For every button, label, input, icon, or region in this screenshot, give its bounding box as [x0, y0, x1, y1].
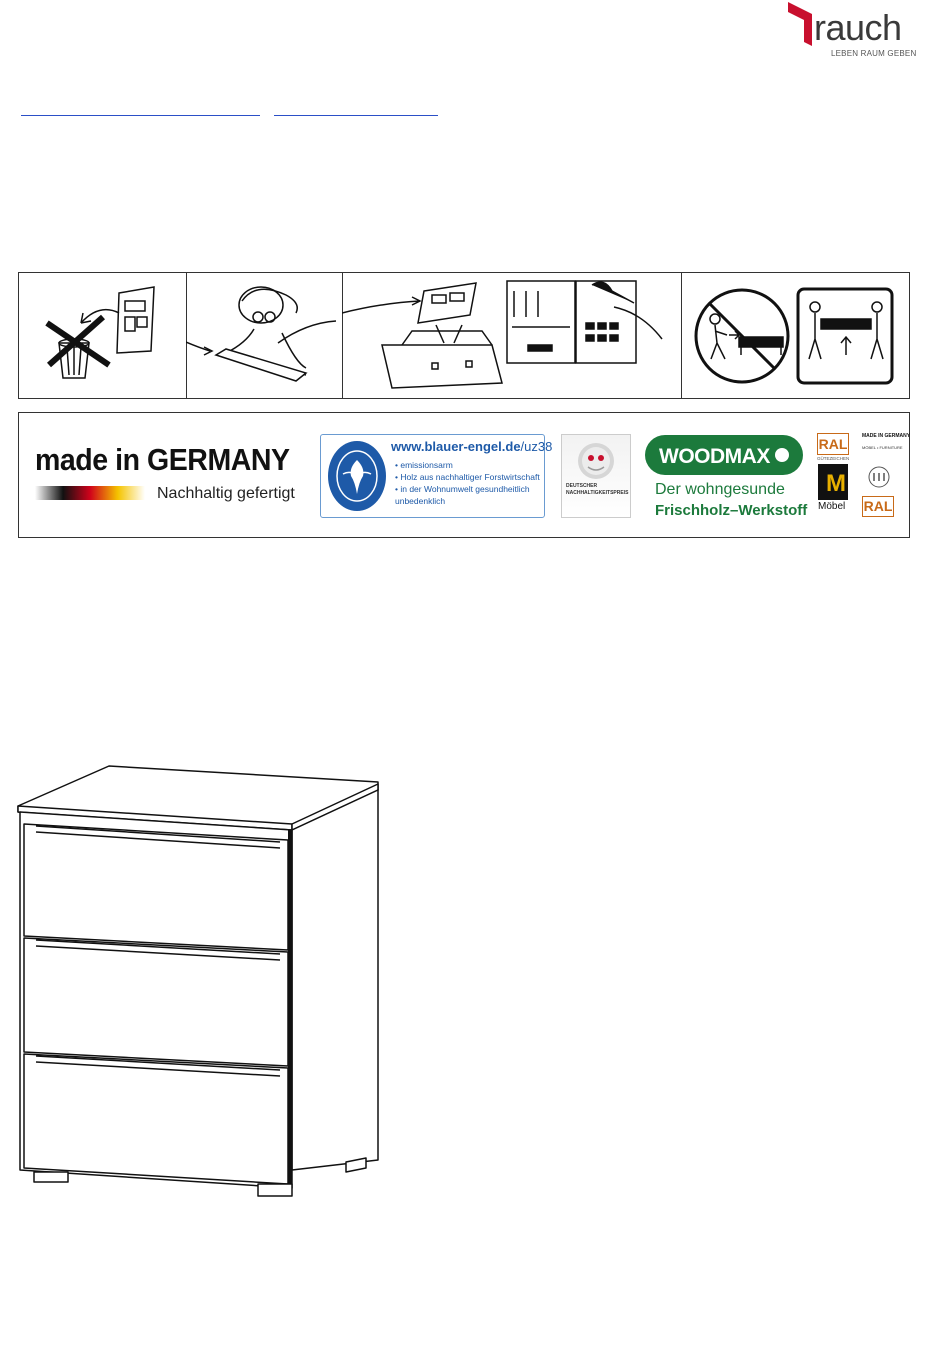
keep-instructions-in-folder-icon — [342, 273, 682, 398]
blauer-engel-seal-icon — [327, 440, 387, 512]
woodmax-line2: Frischholz–Werkstoff — [655, 502, 808, 519]
read-instructions-icon — [186, 273, 343, 398]
ral-m-icon: M — [818, 464, 848, 500]
brand-name: rauch — [814, 7, 902, 48]
preis-trophy-icon — [576, 441, 616, 481]
preis-line1: DEUTSCHER — [566, 483, 598, 489]
criteria-item: • emissionsarm — [395, 459, 543, 471]
made-in-title: made in GERMANY — [35, 442, 290, 477]
criteria-item: • in der Wohnumwelt gesundheitlich unbedenklich — [395, 483, 543, 507]
instruction-pictograms-panel — [18, 272, 910, 399]
made-in-subtitle: Nachhaltig gefertigt — [157, 485, 295, 502]
preis-line2: NACHHALTIGKEITSPREIS — [566, 490, 629, 496]
lift-furniture-icon — [798, 289, 892, 383]
ral-label-2: RAL — [862, 496, 894, 517]
german-flag-bar — [35, 486, 145, 500]
ral-moebel-furniture: MÖBEL • FURNITURE — [862, 445, 903, 450]
ral-seal-icon — [868, 465, 890, 489]
ral-moebel-label: Möbel — [818, 501, 846, 512]
do-not-discard-instructions-icon — [19, 273, 187, 398]
do-not-push-furniture-icon — [696, 290, 788, 382]
nachhaltigkeitspreis-badge — [561, 434, 631, 518]
blauer-engel-badge — [320, 434, 553, 518]
rauch-logo — [784, 2, 917, 64]
ral-made-in-germany-badge — [862, 433, 911, 519]
certifications-panel — [18, 412, 910, 538]
woodmax-pill — [645, 435, 803, 475]
ral-guetezeichen: GÜTEZEICHEN — [817, 456, 850, 461]
three-drawer-chest-drawing — [14, 760, 386, 1200]
ral-moebel-badge — [817, 433, 851, 519]
made-in-germany-badge — [35, 442, 315, 502]
ral-label: RAL — [817, 433, 849, 455]
woodmax-dot-icon — [775, 448, 789, 462]
furniture-handling-icons — [681, 273, 911, 398]
woodmax-name: WOODMAX — [659, 445, 770, 468]
header-rule-right — [274, 115, 438, 116]
header-rule-left — [21, 115, 260, 116]
woodmax-line1: Der wohngesunde — [655, 481, 785, 498]
blauer-engel-criteria — [395, 459, 543, 507]
rauch-logo-mark-icon — [788, 2, 816, 46]
ral-made-in-germany: MADE IN GERMANY — [862, 433, 911, 439]
criteria-item: • Holz aus nachhaltiger Forstwirtschaft — [395, 471, 543, 483]
woodmax-badge — [645, 433, 808, 523]
brand-tagline: LEBEN RAUM GEBEN — [831, 49, 917, 58]
blauer-engel-url: www.blauer-engel.de/uz38 — [391, 439, 553, 454]
